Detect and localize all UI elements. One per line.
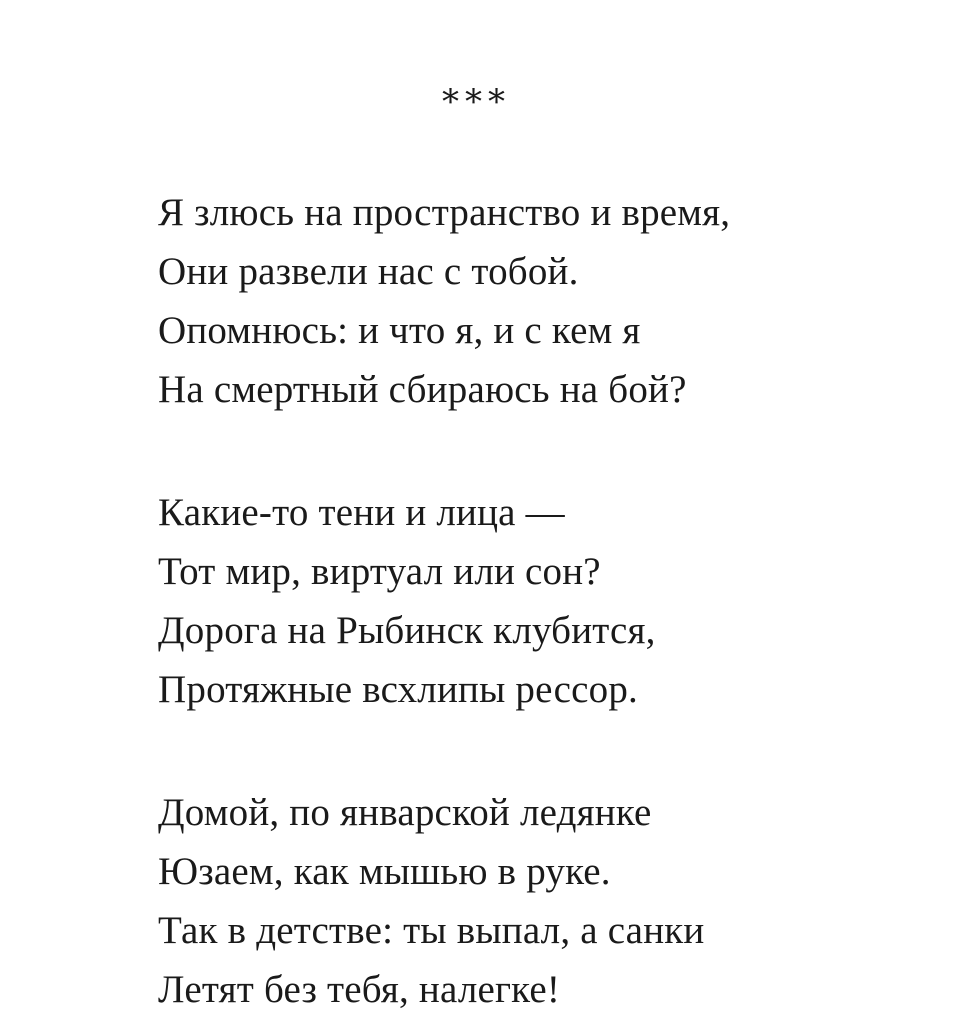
stanza-3 — [158, 783, 918, 1019]
section-ornament: *** — [442, 82, 511, 122]
poem-line: Какие-то тени и лица — — [158, 491, 565, 534]
poem-line: Домой, по январской ледянке — [158, 791, 652, 834]
stanza-1 — [158, 183, 918, 419]
poem-line: Тот мир, виртуал или сон? — [158, 550, 601, 593]
poem-line: Юзаем, как мышью в руке. — [158, 850, 611, 893]
poem-line: Дорога на Рыбинск клубится, — [158, 609, 656, 652]
poem-line: Летят без тебя, налегке! — [158, 968, 561, 1011]
poem-line: Так в детстве: ты выпал, а санки — [158, 909, 705, 952]
poem-line: Они развели нас с тобой. — [158, 250, 579, 293]
poem — [158, 183, 918, 1019]
poem-line: Опомнюсь: и что я, и с кем я — [158, 309, 641, 352]
poem-line: Протяжные всхлипы рессор. — [158, 668, 638, 711]
stanza-2 — [158, 483, 918, 719]
poem-line: Я злюсь на пространство и время, — [158, 191, 731, 234]
poem-line: На смертный сбираюсь на бой? — [158, 368, 687, 411]
